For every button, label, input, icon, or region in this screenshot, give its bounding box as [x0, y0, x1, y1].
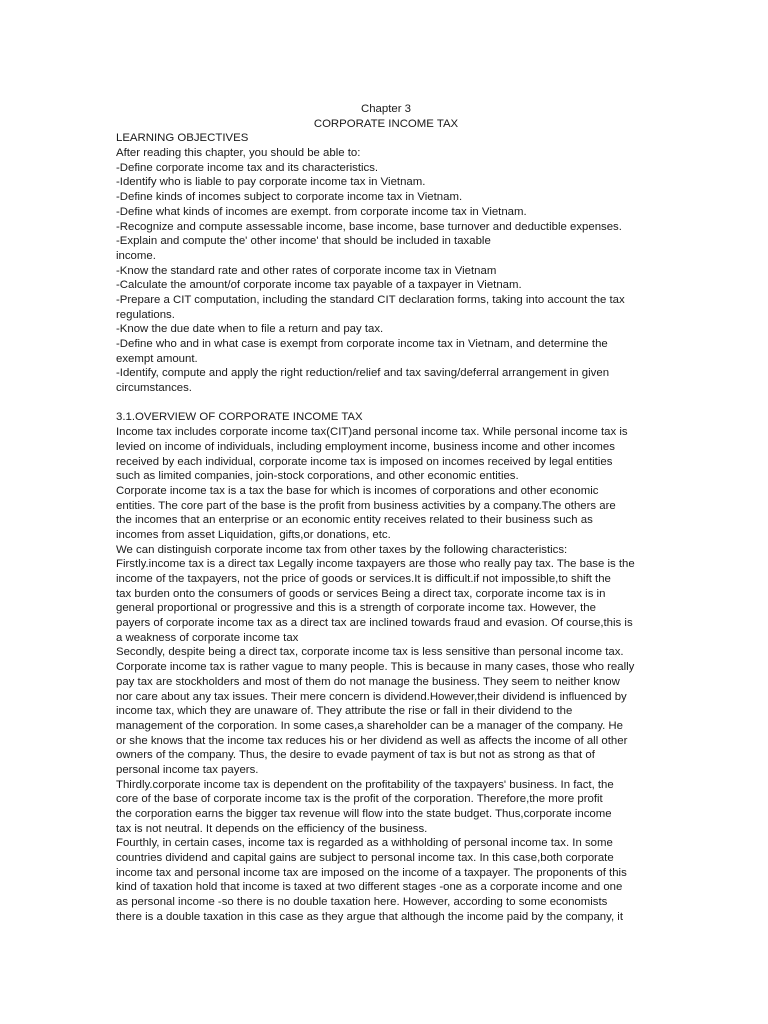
- objectives-list: [116, 146, 656, 396]
- objective-line: -Know the standard rate and other rates of corporate income tax in Vietnam: [116, 264, 497, 277]
- objective-line: -Identify, compute and apply the right reduction/relief and tax saving/deferral arrangement in given: [116, 367, 610, 380]
- paragraph-line: received by each individual, corporate income tax is imposed on incomes received by legal entities: [116, 455, 613, 468]
- paragraph-line: Secondly, despite being a direct tax, corporate income tax is less sensitive than personal income tax.: [116, 646, 624, 659]
- objective-line: -Recognize and compute assessable income, base income, base turnover and deductible expenses.: [116, 220, 622, 233]
- objective-line: -Define corporate income tax and its characteristics.: [116, 161, 379, 174]
- paragraph-line: entities. The core part of the base is the profit from business activities by a company.The others are: [116, 499, 616, 512]
- paragraph-line: management of the corporation. In some cases,a shareholder can be a manager of the company. He: [116, 719, 623, 732]
- objective-line: circumstances.: [116, 382, 192, 395]
- objective-line: -Calculate the amount/of corporate income tax payable of a taxpayer in Vietnam.: [116, 279, 522, 292]
- paragraph-line: kind of taxation hold that income is taxed at two different stages -one as a corporate income and one: [116, 881, 623, 894]
- section-body: [116, 425, 656, 924]
- paragraph-line: Thirdly.corporate income tax is dependent on the profitability of the taxpayers' business. In fact, the: [116, 778, 614, 791]
- chapter-number: Chapter 3: [360, 103, 412, 115]
- paragraph-line: Income tax includes corporate income tax(CIT)and personal income tax. While personal income tax is: [116, 426, 628, 439]
- paragraph-line: We can distinguish corporate income tax from other taxes by the following characteristics:: [116, 543, 568, 556]
- paragraph-line: tax is not neutral. It depends on the efficiency of the business.: [116, 822, 428, 835]
- paragraph-line: the incomes that an enterprise or an economic entity receives related to their business such as: [116, 514, 593, 527]
- paragraph-line: income tax, which they are unaware of. They attribute the rise or fall in their dividend to the: [116, 705, 573, 718]
- paragraph-line: levied on income of individuals, including employment income, business income and other incomes: [116, 440, 615, 453]
- paragraph-line: owners of the company. Thus, the desire to evade payment of tax is but not as strong as that of: [116, 749, 595, 762]
- objective-line: exempt amount.: [116, 352, 198, 365]
- objective-line: -Define kinds of incomes subject to corporate income tax in Vietnam.: [116, 191, 463, 204]
- paragraph-line: as personal income -so there is no double taxation here. However, according to some economists: [116, 896, 608, 909]
- paragraph-line: Corporate income tax is a tax the base for which is incomes of corporations and other economic: [116, 484, 599, 497]
- objective-line: income.: [116, 249, 156, 262]
- objective-line: -Define who and in what case is exempt from corporate income tax in Vietnam, and determine the: [116, 338, 608, 350]
- paragraph-line: such as limited companies, join-stock corporations, and other economic entities.: [116, 470, 519, 483]
- paragraph-line: pay tax are stockholders and most of them do not manage the business. They seem to neither know: [116, 675, 620, 688]
- paragraph-line: general proportional or progressive and this is a strength of corporate income tax. However, the: [116, 602, 596, 615]
- objectives-heading: LEARNING OBJECTIVES: [116, 132, 249, 145]
- objective-line: -Identify who is liable to pay corporate income tax in Vietnam.: [116, 176, 426, 189]
- paragraph-line: tax burden onto the consumers of goods or services Being a direct tax, corporate income tax is in: [116, 587, 606, 600]
- paragraph-line: income tax and personal income tax are imposed on the income of a taxpayer. The proponents of this: [116, 866, 627, 879]
- paragraph-line: Firstly.income tax is a direct tax Legally income taxpayers are those who really pay tax. The base is the: [116, 558, 635, 571]
- objective-line: -Explain and compute the' other income' that should be included in taxable: [116, 235, 491, 248]
- objective-line: After reading this chapter, you should be able to:: [116, 147, 361, 160]
- paragraph-line: the corporation earns the bigger tax revenue will flow into the state budget. Thus,corporate income: [116, 808, 612, 820]
- objective-line: -Define what kinds of incomes are exempt. from corporate income tax in Vietnam.: [116, 205, 527, 218]
- paragraph-line: incomes from asset Liquidation, gifts,or donations, etc.: [116, 528, 391, 541]
- paragraph-line: Fourthly, in certain cases, income tax is regarded as a withholding of personal income tax. In some: [116, 837, 613, 850]
- section-heading: 3.1.OVERVIEW OF CORPORATE INCOME TAX: [116, 411, 363, 424]
- paragraph-line: countries dividend and capital gains are subject to personal income tax. In this case,both corporate: [116, 852, 614, 865]
- paragraph-line: personal income tax payers.: [116, 763, 259, 776]
- paragraph-line: payers of corporate income tax as a direct tax are inclined towards fraud and evasion. Of course,this is: [116, 617, 633, 630]
- objective-line: -Know the due date when to file a return and pay tax.: [116, 323, 384, 336]
- paragraph-line: Corporate income tax is rather vague to many people. This is because in many cases, those who really: [116, 661, 635, 674]
- paragraph-line: core of the base of corporate income tax is the profit of the corporation. Therefore,the more profit: [116, 793, 603, 806]
- spacer: [116, 396, 656, 411]
- paragraph-line: there is a double taxation in this case as they argue that although the income paid by the company, it: [116, 910, 623, 923]
- objective-line: -Prepare a CIT computation, including the standard CIT declaration forms, taking into account the tax: [116, 293, 625, 306]
- chapter-title: CORPORATE INCOME TAX: [313, 117, 459, 130]
- paragraph-line: or she knows that the income tax reduces his or her dividend as well as affects the income of all other: [116, 734, 628, 747]
- paragraph-line: income of the taxpayers, not the price of goods or services.It is difficult.if not impossible,to shift the: [116, 573, 611, 585]
- paragraph-line: nor care about any tax issues. Their mere concern is dividend.However,their dividend is influenced by: [116, 690, 627, 703]
- document-page: [116, 102, 656, 925]
- paragraph-line: a weakness of corporate income tax: [116, 631, 299, 644]
- objective-line: regulations.: [116, 308, 175, 321]
